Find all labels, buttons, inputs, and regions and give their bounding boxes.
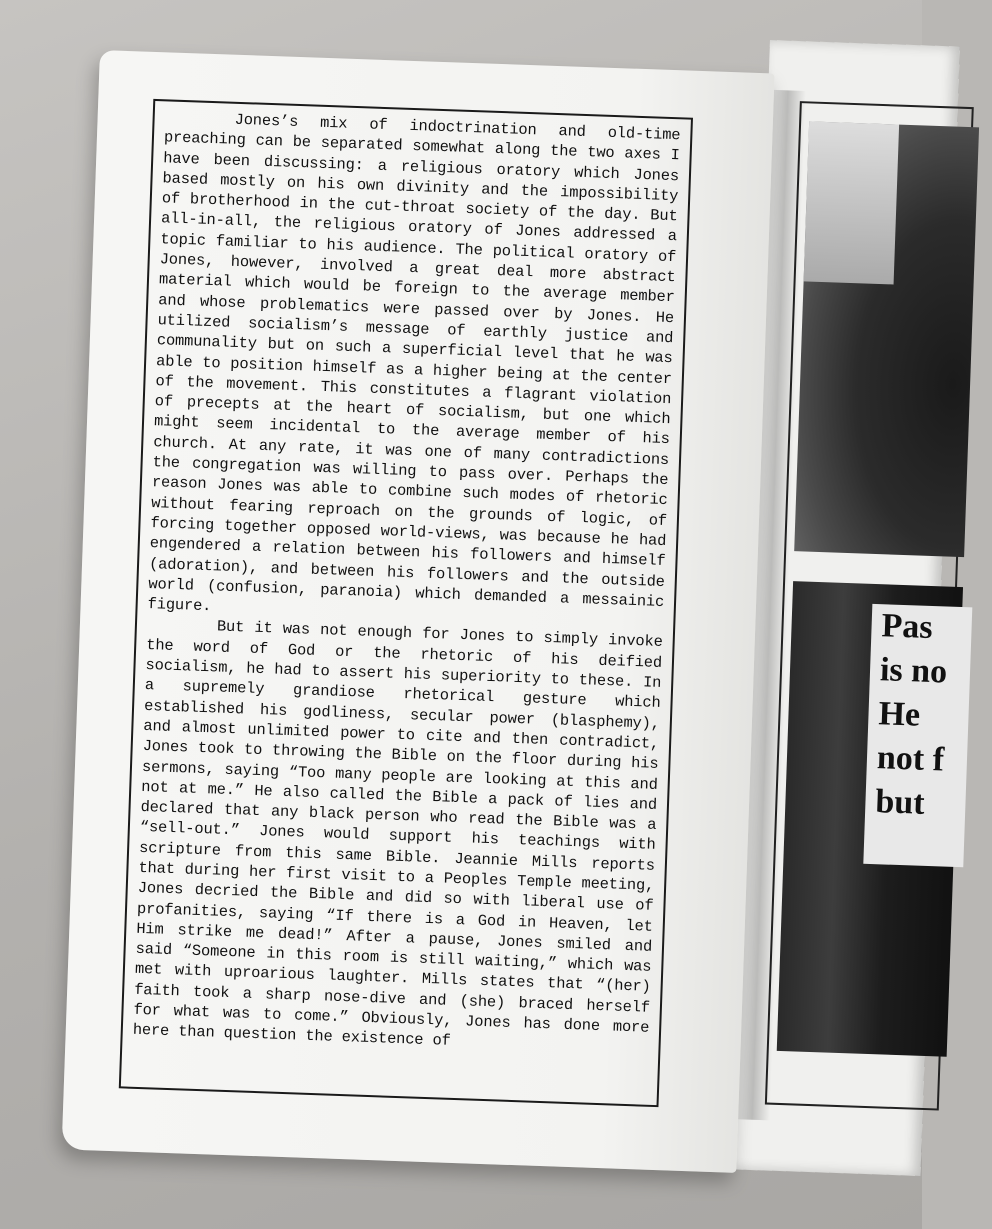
left-page [62,50,775,1173]
photo-top [794,121,979,557]
text-frame [119,99,693,1107]
photo-bottom [777,581,963,1057]
photo-sign: Pas is no He not f but [863,604,972,867]
paragraph-1: Jones’s mix of indoctrination and old-time preaching can be separated somewhat along the two axes I have been discussing: a religious oratory which Jones based mostly on his own divinity and the impossibility of brotherhood in the cut-throat society of the day. But all-in-all, the religious oratory of Jones addressed a topic familiar to his audience. The political oratory of Jones, however, involved a great deal more abstract material which would be foreign to the average member and whose problematics were passed over by Jones. He utilized socialism’s message of earthly justice and communality but on such a superficial level that he was able to position himself as a higher being at the center of the movement. This constitutes a flagrant violation of precepts at the heart of socialism, but one which might seem incidental to the average member of his church. At any rate, it was one of many contradictions the congregation was willing to pass over. Perhaps the reason Jones was able to combine such modes of rhetoric without fearing reproach on the grounds of logic, of forcing together opposed world-views, was because he had engendered a relation between his followers and himself (adoration), and between his followers and the outside world (confusion, paranoia) which demanded a messainic figure. [147,110,681,616]
paragraph-2: But it was not enough for Jones to simply invoke the word of God or the rhetoric of his deified socialism, he had to assert his superiority to these. In a supremely grandiose rhetorical gesture which established his godliness, secular power (blasphemy), and almost unlimited power to cite and then contradict, Jones took to throwing the Bible on the floor during his sermons, saying “Too many people are looking at this and not at me.” He also called the Bible a pack of lies and declared that any black person who read the Bible was a “sell-out.” Jones would support his teachings with scripture from this same Bible. Jeannie Mills reports that during her first visit to a Peoples Temple meeting, Jones decried the Bible and did so with liberal use of profanities, saying “If there is a God in Heaven, let Him strike me dead!” After a pause, Jones smiled and said “Someone in this room is still waiting,” which was met with uproarious laughter. Mills states that “(her) faith took a sharp nose-dive and (she) braced herself for what was to come.” Obviously, Jones has done more here than question the existence of [132,617,663,1051]
